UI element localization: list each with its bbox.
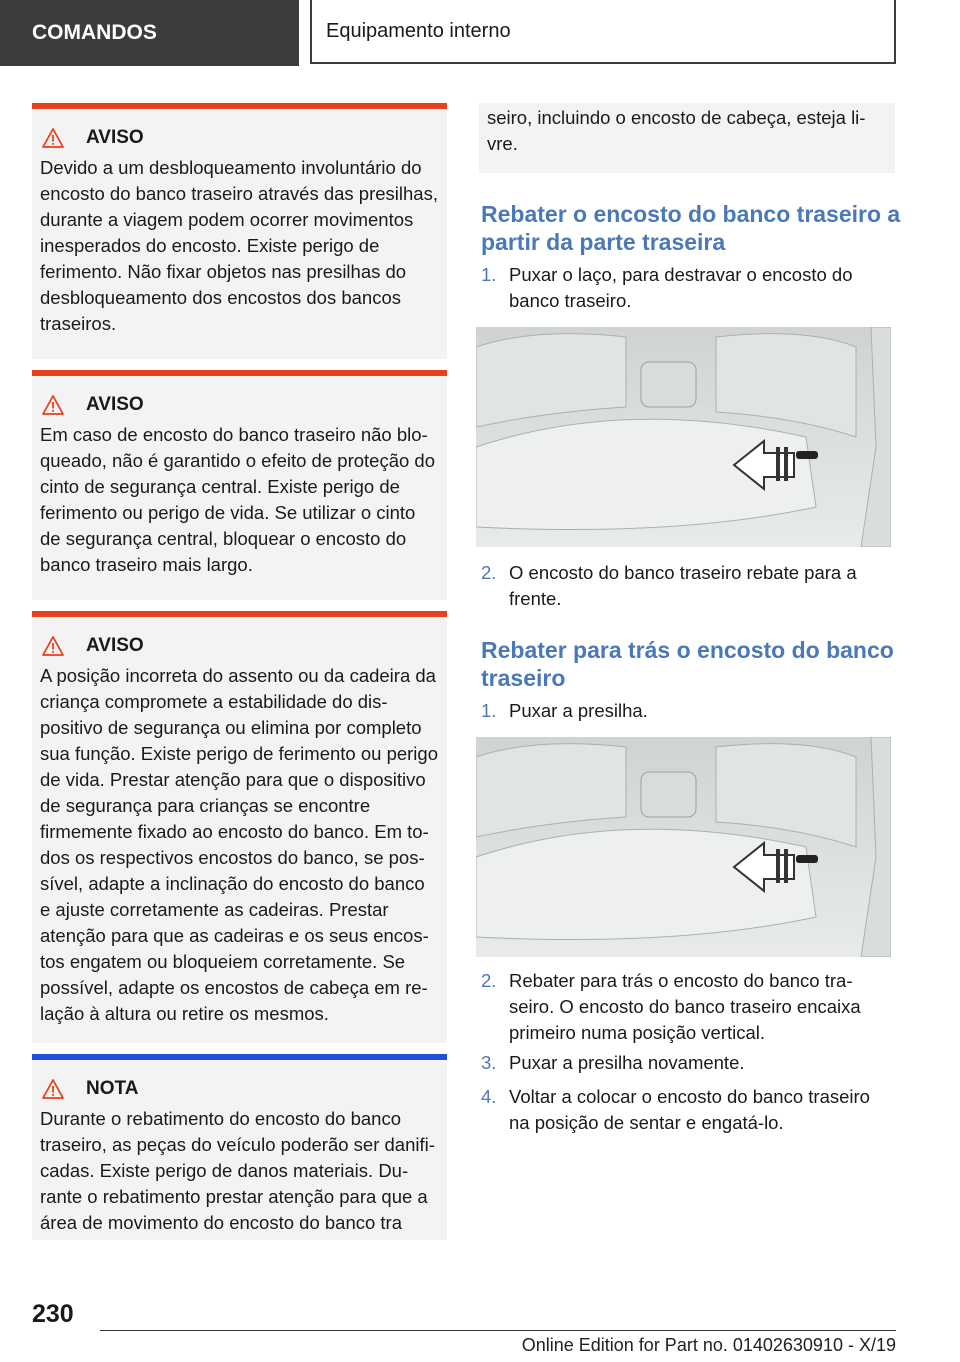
step-item: 1. Puxar o laço, para destravar o encosto do banco traseiro. (481, 264, 853, 311)
warning-title: AVISO (40, 392, 439, 418)
note-bar (32, 1054, 447, 1060)
rear-seat-illustration-1 (476, 327, 891, 547)
note-text: Durante o rebatimento do encosto do banco traseiro, as peças do veículo poderão ser danificadas. Existe perigo de danos materiais. Durante o rebatimento prestar atenção para que a área de movimento do encosto do banco tra (40, 1108, 435, 1233)
step-item: 2. O encosto do banco traseiro rebate para a frente. (481, 562, 857, 609)
warning-triangle-icon (42, 636, 64, 656)
note-continued-box (479, 103, 895, 173)
step-item: 4. Voltar a colocar o encosto do banco traseiro na posição de sentar e engatá-lo. (481, 1086, 870, 1133)
warning-title: AVISO (40, 125, 439, 151)
warning-text: Devido a um desbloqueamento involuntário do encosto do banco traseiro através das presilhas, durante a viagem podem ocorrer movimentos inesperados do encosto. Existe perigo de ferimento. Não fixar objetos nas presilhas do desbloqueamento dos encostos dos bancos traseiros. (40, 157, 438, 334)
warning-triangle-icon (42, 395, 64, 415)
warning-box-3 (32, 611, 447, 1043)
warning-title: AVISO (40, 633, 439, 659)
warning-bar (32, 370, 447, 376)
page-number: 230 (32, 1300, 74, 1328)
warning-bar (32, 611, 447, 617)
note-box (32, 1054, 447, 1240)
warning-text: A posição incorreta do assento ou da cadeira da criança compromete a estabilidade do dispositivo de segurança ou elimina por completo sua função. Existe perigo de ferimento ou perigo de vida. Prestar atenção para que o dispositivo de segurança para crianças se encontre firmemente fixado ao encosto do banco. Em todos os respectivos encostos do banco, se possível, adapte a inclinação do encosto do banco e ajuste corretamente as cadeiras. Prestar atenção para que as cadeiras e os seus encostos engatem ou bloqueiem corretamente. Se possível, adapte os encostos de cabeça em relação à altura ou retire os mesmos. (40, 665, 438, 1024)
chapter-header (310, 0, 896, 64)
step-item: 1. Puxar a presilha. (481, 700, 648, 721)
footer-divider (100, 1330, 896, 1331)
warning-bar (32, 103, 447, 109)
section-tab (0, 0, 299, 66)
warning-text: Em caso de encosto do banco traseiro não bloqueado, não é garantido o efeito de proteção do cinto de segurança central. Existe perigo de ferimento ou perigo de vida. Se utilizar o cinto de segurança central, bloquear o encosto do banco traseiro mais largo. (40, 424, 435, 575)
section-heading-fold-forward: Rebater o encosto do banco traseiro a partir da parte traseira (481, 201, 901, 255)
warning-box-1 (32, 103, 447, 359)
step-item: 2. Rebater para trás o encosto do banco traseiro. O encosto do banco traseiro encaixa primeiro numa posição vertical. (481, 970, 861, 1043)
edition-text: Online Edition for Part no. 01402630910 - X/19 (521, 1335, 896, 1355)
rear-seat-illustration-2 (476, 737, 891, 957)
warning-box-2 (32, 370, 447, 600)
section-title: COMANDOS (32, 21, 157, 44)
step-item: 3. Puxar a presilha novamente. (481, 1052, 745, 1073)
chapter-title: Equipamento interno (326, 19, 511, 42)
section-heading-fold-back: Rebater para trás o encosto do banco traseiro (481, 637, 894, 691)
note-continued-text: seiro, incluindo o encosto de cabeça, esteja livre. (487, 107, 866, 154)
warning-triangle-icon (42, 128, 64, 148)
note-title: NOTA (40, 1076, 439, 1102)
warning-triangle-icon (42, 1079, 64, 1099)
